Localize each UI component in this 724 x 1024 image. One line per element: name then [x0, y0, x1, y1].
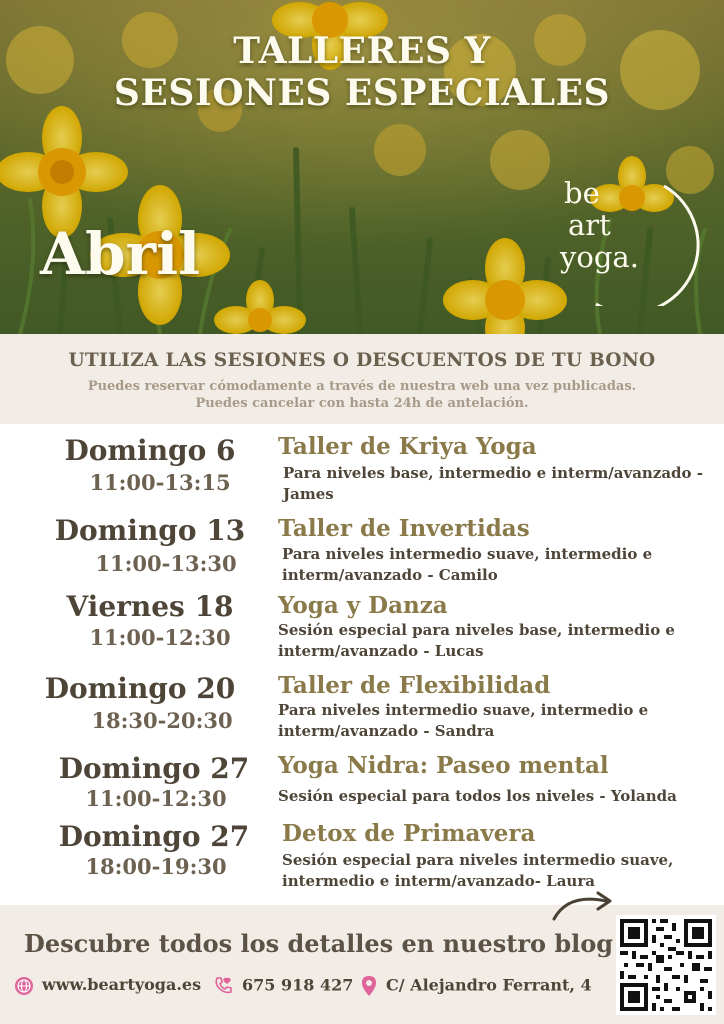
- month-label: Abril: [40, 220, 201, 288]
- event-date: Domingo 20: [44, 672, 236, 705]
- event-time: 11:00-12:30: [89, 625, 231, 650]
- event-title: Detox de Primavera: [282, 820, 536, 847]
- event-time: 18:00-19:30: [85, 854, 227, 879]
- location-pin-icon: [360, 975, 378, 997]
- cancellation-note: Puedes cancelar con hasta 24h de antelación.: [195, 396, 529, 411]
- event-description-line: Sesión especial para niveles base, intermedio e: [278, 621, 675, 639]
- blog-link[interactable]: Descubre todos los detalles en nuestro blog: [24, 929, 614, 958]
- event-description-line: James: [283, 485, 334, 503]
- event-date: Viernes 18: [66, 590, 234, 623]
- phone-text: 675 918 427: [242, 975, 354, 995]
- event-description: [282, 850, 722, 892]
- booking-note: Puedes reservar cómodamente a través de nuestra web una vez publicadas.: [87, 379, 637, 394]
- hero-banner: [0, 0, 724, 334]
- event-date: Domingo 27: [58, 752, 250, 785]
- curved-arrow-icon: [548, 887, 618, 927]
- event-description-line: Para niveles base, intermedio e interm/avanzado -: [283, 464, 703, 482]
- website-contact[interactable]: [14, 975, 201, 996]
- phone-contact[interactable]: [212, 975, 353, 997]
- event-description: [278, 700, 718, 742]
- phone-icon: [212, 975, 234, 997]
- hero-title: [0, 30, 724, 114]
- event-description-line: interm/avanzado - Camilo: [282, 566, 498, 584]
- hero-title-line-2: SESIONES ESPECIALES: [113, 72, 611, 114]
- event-description: [278, 786, 718, 807]
- event-date: Domingo 6: [64, 434, 236, 467]
- event-title: Taller de Flexibilidad: [278, 672, 551, 699]
- brand-word-yoga: yoga.: [560, 240, 639, 274]
- event-time: 11:00-13:30: [95, 551, 237, 576]
- event-description-line: Para niveles intermedio suave, intermedio e: [282, 545, 653, 563]
- event-date: Domingo 27: [58, 820, 250, 853]
- bono-notes: [0, 378, 724, 412]
- brand-word-art: art: [568, 208, 611, 242]
- event-description-line: intermedio e interm/avanzado- Laura: [282, 872, 595, 890]
- event-title: Yoga y Danza: [278, 592, 448, 619]
- event-description-line: interm/avanzado - Lucas: [278, 642, 484, 660]
- hero-title-line-1: TALLERES Y: [233, 30, 491, 72]
- event-description-line: Para niveles intermedio suave, intermedio e: [278, 701, 649, 719]
- event-description: [282, 544, 722, 586]
- event-description-line: Sesión especial para niveles intermedio suave,: [282, 851, 674, 869]
- address-text: C/ Alejandro Ferrant, 4: [386, 975, 592, 995]
- globe-icon: [14, 976, 34, 996]
- qr-code[interactable]: [616, 915, 716, 1015]
- bono-heading: UTILIZA LAS SESIONES O DESCUENTOS DE TU BONO: [68, 350, 656, 371]
- event-title: Taller de Kriya Yoga: [278, 433, 537, 460]
- event-description: [278, 620, 718, 662]
- event-schedule: [0, 424, 724, 902]
- event-date: Domingo 13: [54, 514, 246, 547]
- event-title: Taller de Invertidas: [278, 515, 530, 542]
- event-description: [283, 463, 723, 505]
- event-description-line: Sesión especial para todos los niveles - Yolanda: [278, 787, 677, 805]
- event-time: 11:00-13:15: [89, 470, 231, 495]
- brand-word-be: be: [564, 176, 600, 210]
- event-time: 18:30-20:30: [91, 708, 233, 733]
- address-contact[interactable]: [360, 975, 592, 997]
- event-description-line: interm/avanzado - Sandra: [278, 722, 495, 740]
- beartyoga-logo: [556, 176, 706, 306]
- footer: [0, 905, 724, 1024]
- website-text: www.beartyoga.es: [42, 975, 202, 994]
- event-time: 11:00-12:30: [85, 786, 227, 811]
- event-title: Yoga Nidra: Paseo mental: [278, 752, 609, 779]
- qr-code-image: [616, 915, 716, 1015]
- bono-info-band: [0, 334, 724, 424]
